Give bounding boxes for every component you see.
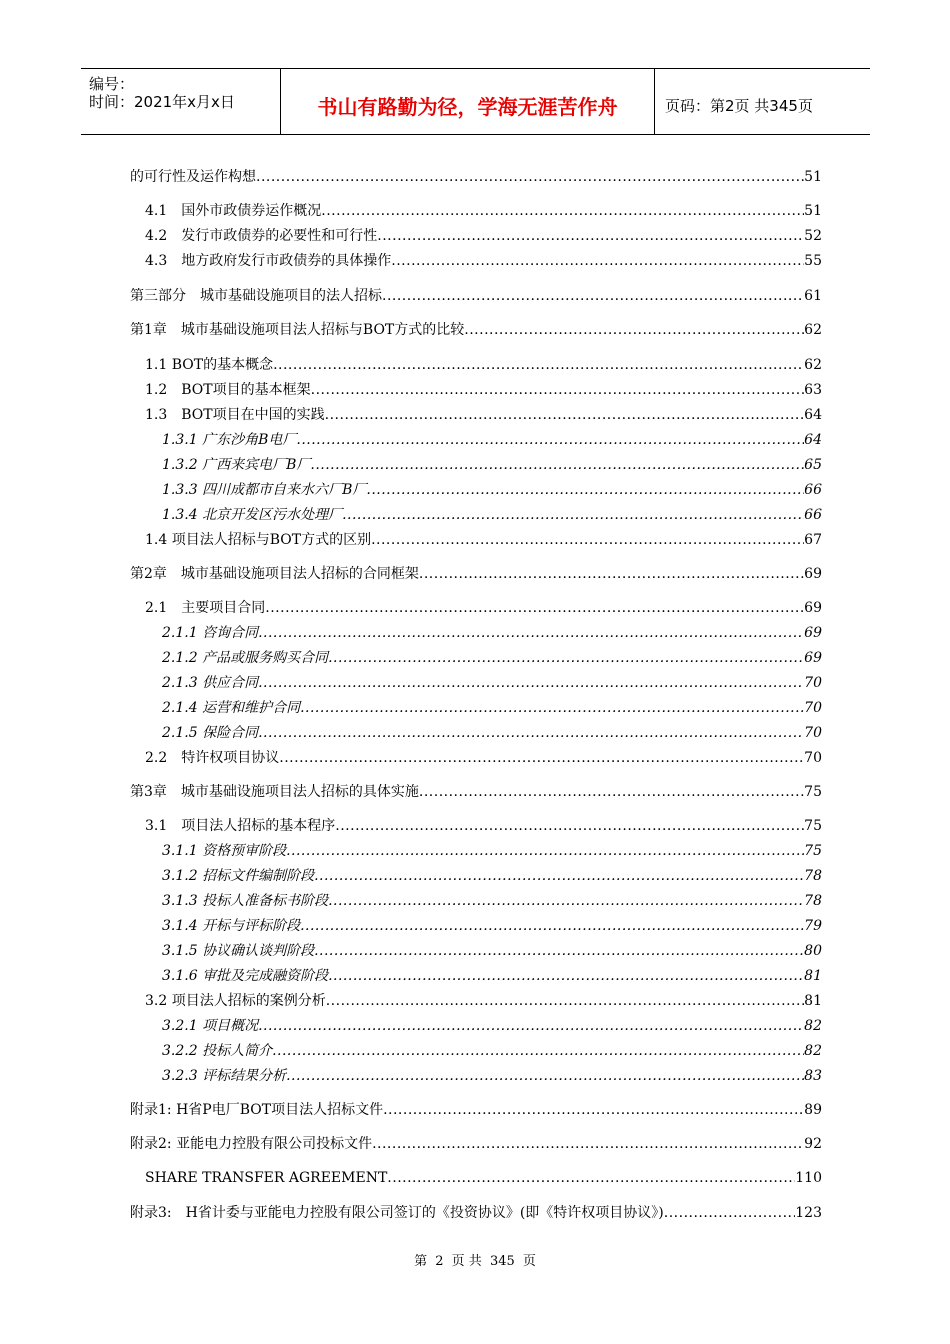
toc-dot-leader — [383, 1100, 804, 1120]
footer-mid: 页 共 — [451, 1254, 482, 1269]
toc-entry-page: 123 — [795, 1205, 822, 1221]
header-motto: 书山有路勤为径，学海无涯苦作舟 — [317, 95, 618, 119]
toc-entry[interactable] — [0, 405, 950, 425]
toc-dot-leader — [326, 991, 804, 1011]
toc-dot-leader — [311, 380, 805, 400]
toc-entry-title: 3.2 项目法人招标的案例分析 — [145, 993, 326, 1009]
toc-dot-leader — [300, 698, 804, 718]
toc-entry-title: 3.2.3 评标结果分析 — [162, 1068, 287, 1084]
toc-entry-page: 69 — [804, 566, 822, 582]
toc-entry[interactable] — [0, 380, 950, 400]
toc-entry-title: 第1章 城市基础设施项目法人招标与BOT方式的比较 — [130, 322, 465, 338]
page-footer — [0, 1250, 950, 1269]
toc-dot-leader — [419, 782, 804, 802]
footer-suffix: 页 — [522, 1254, 536, 1269]
toc-dot-leader — [366, 480, 804, 500]
toc-entry[interactable] — [0, 673, 950, 693]
toc-entry-title: 附录3: H省计委与亚能电力控股有限公司签订的《投资协议》(即《特许权项目协议》) — [130, 1205, 664, 1221]
toc-entry-title: 4.1 国外市政债券运作概况 — [145, 203, 322, 219]
toc-entry-page: 82 — [804, 1018, 822, 1034]
toc-entry-page: 61 — [804, 288, 822, 304]
toc-entry-title: 1.3.1 广东沙角B电厂 — [162, 432, 297, 448]
toc-entry[interactable] — [0, 1134, 950, 1154]
toc-entry-page: 82 — [804, 1043, 822, 1059]
toc-dot-leader — [419, 564, 804, 584]
toc-entry-page: 70 — [804, 725, 822, 741]
toc-entry-title: 1.3 BOT项目在中国的实践 — [145, 407, 325, 423]
toc-dot-leader — [296, 430, 804, 450]
toc-entry-page: 79 — [804, 918, 822, 934]
toc-dot-leader — [258, 673, 804, 693]
toc-entry[interactable] — [0, 1168, 950, 1188]
toc-entry-title: 2.1.3 供应合同 — [162, 675, 259, 691]
toc-entry[interactable] — [0, 320, 950, 340]
toc-entry[interactable] — [0, 598, 950, 618]
toc-entry-page: 51 — [804, 169, 822, 185]
toc-entry[interactable] — [0, 841, 950, 861]
toc-dot-leader — [328, 648, 804, 668]
toc-entry-title: 3.1.4 开标与评标阶段 — [162, 918, 301, 934]
toc-dot-leader — [372, 1134, 804, 1154]
toc-dot-leader — [258, 623, 804, 643]
toc-entry-page: 70 — [804, 700, 822, 716]
toc-entry-page: 67 — [804, 532, 822, 548]
toc-entry-page: 51 — [804, 203, 822, 219]
toc-entry-title: 的可行性及运作构想 — [130, 169, 256, 185]
header-page-info: 页码：第2页 共345页 — [665, 97, 813, 115]
toc-entry-title: 1.4 项目法人招标与BOT方式的区别 — [145, 532, 372, 548]
toc-entry-title: 2.1.4 运营和维护合同 — [162, 700, 301, 716]
page-header — [81, 68, 870, 135]
toc-entry-title: 附录1: H省P电厂BOT项目法人招标文件 — [130, 1102, 384, 1118]
toc-entry-page: 70 — [804, 750, 822, 766]
toc-dot-leader — [314, 866, 804, 886]
toc-entry[interactable] — [0, 226, 950, 246]
toc-entry-page: 78 — [804, 868, 822, 884]
toc-entry-title: 3.1.1 资格预审阶段 — [162, 843, 287, 859]
toc-entry[interactable] — [0, 564, 950, 584]
toc-entry-title: 4.3 地方政府发行市政债券的具体操作 — [145, 253, 392, 269]
toc-entry-title: 3.1.3 投标人准备标书阶段 — [162, 893, 329, 909]
toc-entry-page: 92 — [804, 1136, 822, 1152]
toc-entry-title: 2.1.2 产品或服务购买合同 — [162, 650, 329, 666]
toc-entry[interactable] — [0, 866, 950, 886]
toc-entry-title: 3.1 项目法人招标的基本程序 — [145, 818, 336, 834]
toc-dot-leader — [258, 1016, 804, 1036]
toc-entry-page: 55 — [804, 253, 822, 269]
toc-entry-page: 78 — [804, 893, 822, 909]
toc-entry-title: 2.1 主要项目合同 — [145, 600, 266, 616]
toc-entry-title: 第2章 城市基础设施项目法人招标的合同框架 — [130, 566, 419, 582]
toc-entry-title: 附录2: 亚能电力控股有限公司投标文件 — [130, 1136, 373, 1152]
toc-dot-leader — [314, 941, 804, 961]
toc-entry-page: 75 — [804, 818, 822, 834]
toc-entry-title: 第三部分 城市基础设施项目的法人招标 — [130, 288, 382, 304]
toc-dot-leader — [279, 748, 804, 768]
toc-entry-page: 75 — [804, 843, 822, 859]
footer-page-number: 2 — [435, 1254, 444, 1269]
toc-entry-page: 66 — [804, 482, 822, 498]
toc-entry[interactable] — [0, 1066, 950, 1086]
toc-dot-leader — [387, 1168, 795, 1188]
toc-entry[interactable] — [0, 991, 950, 1011]
toc-dot-leader — [377, 226, 804, 246]
toc-entry[interactable] — [0, 480, 950, 500]
toc-entry-page: 110 — [795, 1170, 822, 1186]
toc-entry-title: 3.1.6 审批及完成融资阶段 — [162, 968, 329, 984]
footer-prefix: 第 — [414, 1254, 428, 1269]
toc-entry-page: 64 — [804, 432, 822, 448]
toc-entry-page: 70 — [804, 675, 822, 691]
toc-dot-leader — [382, 286, 804, 306]
toc-entry-title: 3.2.2 投标人简介 — [162, 1043, 273, 1059]
toc-dot-leader — [265, 598, 804, 618]
toc-entry[interactable] — [0, 251, 950, 271]
toc-entry[interactable] — [0, 1041, 950, 1061]
toc-entry-title: SHARE TRANSFER AGREEMENT — [145, 1170, 388, 1186]
toc-entry[interactable] — [0, 286, 950, 306]
toc-dot-leader — [342, 505, 804, 525]
toc-entry-title: 第3章 城市基础设施项目法人招标的具体实施 — [130, 784, 419, 800]
toc-dot-leader — [328, 891, 804, 911]
toc-entry-title: 1.3.2 广西来宾电厂B厂 — [162, 457, 311, 473]
toc-entry-page: 69 — [804, 625, 822, 641]
toc-entry-title: 2.1.5 保险合同 — [162, 725, 259, 741]
toc-entry[interactable] — [0, 430, 950, 450]
footer-total-pages: 345 — [489, 1254, 515, 1269]
toc-entry-title: 1.3.3 四川成都市自来水六厂B厂 — [162, 482, 367, 498]
header-motto-cell — [281, 69, 655, 134]
toc-entry[interactable] — [0, 941, 950, 961]
toc-entry-page: 75 — [804, 784, 822, 800]
header-page-cell — [655, 69, 870, 134]
toc-entry[interactable] — [0, 698, 950, 718]
toc-entry[interactable] — [0, 891, 950, 911]
toc-entry[interactable] — [0, 782, 950, 802]
toc-entry-title: 1.3.4 北京开发区污水处理厂 — [162, 507, 343, 523]
toc-entry-page: 63 — [804, 382, 822, 398]
toc-entry-title: 3.1.2 招标文件编制阶段 — [162, 868, 315, 884]
toc-dot-leader — [335, 816, 804, 836]
toc-dot-leader — [371, 530, 804, 550]
toc-entry[interactable] — [0, 167, 950, 187]
toc-entry-page: 69 — [804, 600, 822, 616]
toc-entry[interactable] — [0, 201, 950, 221]
toc-entry-page: 52 — [804, 228, 822, 244]
toc-entry-title: 3.1.5 协议确认谈判阶段 — [162, 943, 315, 959]
toc-entry-page: 62 — [804, 357, 822, 373]
toc-entry-page: 80 — [804, 943, 822, 959]
doc-date-label: 时间：2021年x月x日 — [89, 93, 235, 111]
toc-entry-title: 3.2.1 项目概况 — [162, 1018, 259, 1034]
toc-entry-title: 2.2 特许权项目协议 — [145, 750, 280, 766]
toc-dot-leader — [258, 723, 804, 743]
toc-entry[interactable] — [0, 355, 950, 375]
toc-entry-page: 69 — [804, 650, 822, 666]
toc-dot-leader — [272, 1041, 804, 1061]
toc-entry-page: 89 — [804, 1102, 822, 1118]
toc-entry-title: 4.2 发行市政债券的必要性和可行性 — [145, 228, 378, 244]
toc-dot-leader — [273, 355, 804, 375]
toc-entry-page: 64 — [804, 407, 822, 423]
toc-entry-page: 81 — [804, 993, 822, 1009]
toc-entry[interactable] — [0, 916, 950, 936]
toc-dot-leader — [286, 841, 804, 861]
toc-entry[interactable] — [0, 648, 950, 668]
toc-entry[interactable] — [0, 455, 950, 475]
toc-entry-page: 66 — [804, 507, 822, 523]
toc-dot-leader — [256, 167, 804, 187]
toc-dot-leader — [391, 251, 804, 271]
toc-entry-page: 81 — [804, 968, 822, 984]
toc-dot-leader — [321, 201, 804, 221]
toc-dot-leader — [464, 320, 804, 340]
toc-entry-page: 65 — [804, 457, 822, 473]
doc-number-label: 编号： — [89, 75, 135, 93]
toc-entry-title: 1.1 BOT的基本概念 — [145, 357, 274, 373]
toc-entry-page: 83 — [804, 1068, 822, 1084]
toc-dot-leader — [325, 405, 805, 425]
toc-entry[interactable] — [0, 816, 950, 836]
toc-dot-leader — [286, 1066, 804, 1086]
toc-entry[interactable] — [0, 1100, 950, 1120]
toc-entry[interactable] — [0, 723, 950, 743]
toc-dot-leader — [310, 455, 804, 475]
toc-dot-leader — [300, 916, 804, 936]
toc-entry[interactable] — [0, 505, 950, 525]
toc-dot-leader — [664, 1203, 796, 1223]
toc-entry-page: 62 — [804, 322, 822, 338]
toc-entry[interactable] — [0, 623, 950, 643]
toc-dot-leader — [328, 966, 804, 986]
toc-entry[interactable] — [0, 748, 950, 768]
toc-entry-title: 1.2 BOT项目的基本框架 — [145, 382, 311, 398]
toc-entry[interactable] — [0, 530, 950, 550]
header-meta-cell — [81, 69, 281, 134]
toc-entry[interactable] — [0, 1016, 950, 1036]
toc-entry[interactable] — [0, 966, 950, 986]
toc-entry[interactable] — [0, 1203, 950, 1223]
toc-entry-title: 2.1.1 咨询合同 — [162, 625, 259, 641]
